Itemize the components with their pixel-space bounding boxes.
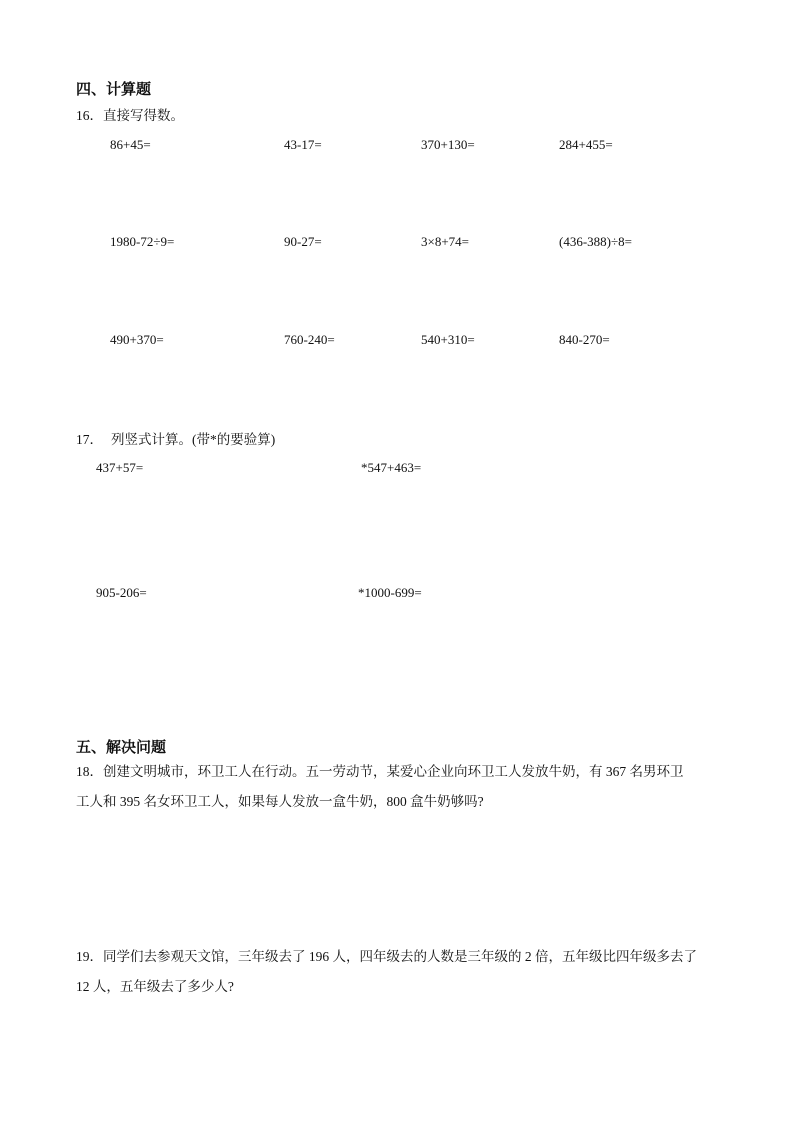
question-18-line-2: 工人和 395 名女环卫工人，如果每人发放一盒牛奶，800 盒牛奶够吗? <box>76 794 484 809</box>
question-number: 18． <box>76 764 103 779</box>
q16-expression: 43-17= <box>284 137 322 152</box>
question-19-line-1 <box>76 942 756 972</box>
question-19-line-2: 12 人，五年级去了多少人? <box>76 979 234 994</box>
section-heading-calculation: 四、计算题 <box>76 80 152 98</box>
q17-expression: 437+57= <box>96 460 144 475</box>
q16-expression: 370+130= <box>421 137 475 152</box>
q16-expression: 90-27= <box>284 234 322 249</box>
q17-expression: 905-206= <box>96 585 147 600</box>
question-18 <box>76 757 756 817</box>
q16-expression: 490+370= <box>110 332 164 347</box>
question-text: 同学们去参观天文馆，三年级去了 196 人，四年级去的人数是三年级的 2 倍，五年级比四年级多去了 <box>103 949 697 964</box>
question-number: 16． <box>76 108 103 123</box>
question-number: 19． <box>76 949 103 964</box>
question-text: 列竖式计算。(带*的要验算) <box>111 432 276 447</box>
q16-expression: 760-240= <box>284 332 335 347</box>
q16-expression: 840-270= <box>559 332 610 347</box>
question-text: 直接写得数。 <box>103 108 184 123</box>
question-text: 创建文明城市，环卫工人在行动。五一劳动节，某爱心企业向环卫工人发放牛奶，有 367 名男环卫 <box>103 764 684 779</box>
q16-expression: 1980-72÷9= <box>110 234 175 249</box>
q16-expression: 540+310= <box>421 332 475 347</box>
q16-expression: 3×8+74= <box>421 234 469 249</box>
q17-expression: *547+463= <box>361 460 422 475</box>
q17-expression: *1000-699= <box>358 585 422 600</box>
question-17-prompt <box>76 428 275 448</box>
question-16-prompt <box>76 104 184 124</box>
question-19 <box>76 942 756 1002</box>
question-number: 17． <box>76 432 103 447</box>
q16-expression: 86+45= <box>110 137 151 152</box>
section-heading-problem-solving: 五、解决问题 <box>76 738 167 756</box>
question-18-line-1 <box>76 757 756 787</box>
q16-expression: 284+455= <box>559 137 613 152</box>
q16-expression: (436-388)÷8= <box>559 234 632 249</box>
